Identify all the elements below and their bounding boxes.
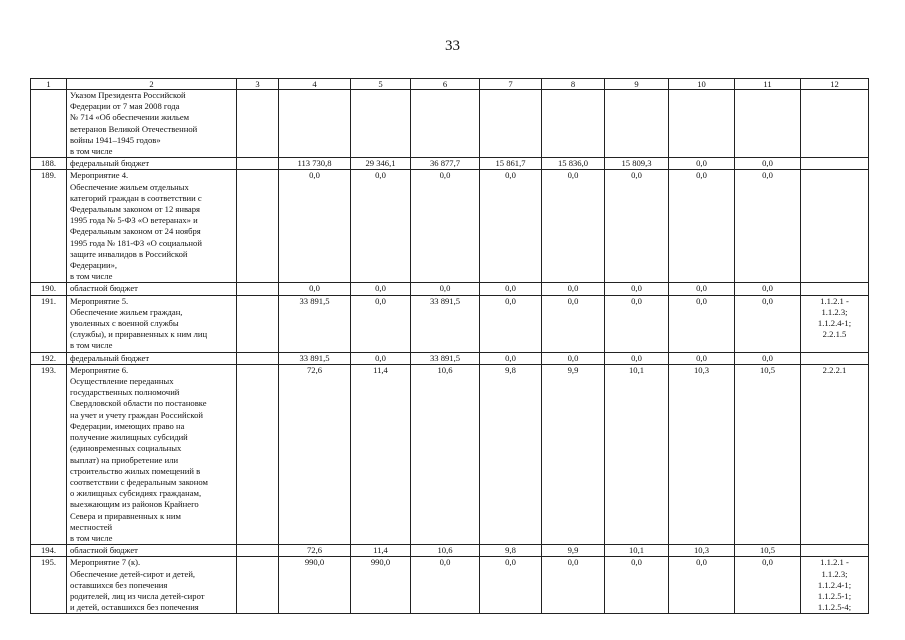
row-value-cell: 0,0 xyxy=(542,295,605,352)
row-description: Мероприятие 7 (к). Обеспечение детей-сирот и детей, оставшихся без попечения родителей, лиц из числа детей-сирот и детей, оставшихся без попечения xyxy=(67,557,237,614)
row-target-indicators xyxy=(801,545,869,557)
row-number: 194. xyxy=(31,545,67,557)
row-target-indicators: 2.2.2.1 xyxy=(801,364,869,544)
column-header: 9 xyxy=(605,79,669,90)
row-value-cell: 0,0 xyxy=(411,283,480,295)
row-value-cell: 10,5 xyxy=(735,545,801,557)
row-value-cell xyxy=(605,90,669,158)
row-value-cell: 10,1 xyxy=(605,364,669,544)
row-value-cell: 10,5 xyxy=(735,364,801,544)
table-row xyxy=(31,283,869,295)
row-value-cell: 0,0 xyxy=(735,158,801,170)
column-header: 7 xyxy=(480,79,542,90)
row-value-cell: 0,0 xyxy=(735,295,801,352)
row-value-cell: 0,0 xyxy=(480,557,542,614)
row-number: 191. xyxy=(31,295,67,352)
row-value-cell: 15 836,0 xyxy=(542,158,605,170)
table-row xyxy=(31,557,869,614)
row-value-cell: 0,0 xyxy=(480,295,542,352)
table-row xyxy=(31,158,869,170)
row-value-cell: 33 891,5 xyxy=(279,352,351,364)
row-value-cell: 29 346,1 xyxy=(351,158,411,170)
row-value-cell: 33 891,5 xyxy=(411,352,480,364)
column-header: 4 xyxy=(279,79,351,90)
table-row xyxy=(31,545,869,557)
row-value-cell: 0,0 xyxy=(605,557,669,614)
row-column-3 xyxy=(237,158,279,170)
row-column-3 xyxy=(237,283,279,295)
row-number xyxy=(31,90,67,158)
row-target-indicators xyxy=(801,158,869,170)
row-value-cell xyxy=(669,90,735,158)
row-value-cell: 10,3 xyxy=(669,545,735,557)
program-table xyxy=(30,78,869,614)
row-value-cell: 0,0 xyxy=(542,557,605,614)
row-value-cell: 11,4 xyxy=(351,545,411,557)
row-column-3 xyxy=(237,352,279,364)
row-value-cell: 0,0 xyxy=(542,170,605,283)
row-value-cell: 10,6 xyxy=(411,545,480,557)
row-number: 190. xyxy=(31,283,67,295)
row-value-cell: 0,0 xyxy=(351,295,411,352)
row-description: Мероприятие 5. Обеспечение жильем граждан, уволенных с военной службы (службы), и приравненных к ним лиц в том числе xyxy=(67,295,237,352)
row-number: 188. xyxy=(31,158,67,170)
column-header: 2 xyxy=(67,79,237,90)
row-value-cell: 9,9 xyxy=(542,364,605,544)
row-value-cell: 9,8 xyxy=(480,545,542,557)
row-column-3 xyxy=(237,364,279,544)
row-target-indicators xyxy=(801,283,869,295)
row-target-indicators xyxy=(801,352,869,364)
row-number: 195. xyxy=(31,557,67,614)
table-row xyxy=(31,352,869,364)
row-column-3 xyxy=(237,90,279,158)
row-value-cell: 11,4 xyxy=(351,364,411,544)
row-value-cell: 0,0 xyxy=(669,283,735,295)
row-target-indicators: 1.1.2.1 - 1.1.2.3; 1.1.2.4-1; 1.1.2.5-1; 1.1.2.5-4; xyxy=(801,557,869,614)
row-value-cell xyxy=(351,90,411,158)
row-description: Мероприятие 6. Осуществление переданных государственных полномочий Свердловской области по постановке на учет и учету граждан Российской Федерации, имеющих право на получение жилищных субсидий (единовременных социальных выплат) на приобретение или строительство жилых помещений в соответствии с федеральным законом о жилищных субсидиях гражданам, выезжающим из районов Крайнего Севера и приравненных к ним местностей в том числе xyxy=(67,364,237,544)
row-value-cell: 0,0 xyxy=(669,295,735,352)
row-value-cell: 15 861,7 xyxy=(480,158,542,170)
row-target-indicators: 1.1.2.1 - 1.1.2.3; 1.1.2.4-1; 2.2.1.5 xyxy=(801,295,869,352)
row-value-cell xyxy=(735,90,801,158)
row-description: федеральный бюджет xyxy=(67,158,237,170)
row-value-cell: 0,0 xyxy=(735,352,801,364)
row-value-cell xyxy=(411,90,480,158)
column-header: 3 xyxy=(237,79,279,90)
table-header-row xyxy=(31,79,869,90)
row-value-cell: 33 891,5 xyxy=(279,295,351,352)
page-number: 33 xyxy=(445,38,460,54)
row-value-cell: 0,0 xyxy=(351,170,411,283)
row-value-cell: 0,0 xyxy=(669,352,735,364)
row-value-cell: 0,0 xyxy=(669,557,735,614)
row-value-cell: 0,0 xyxy=(669,158,735,170)
row-value-cell: 0,0 xyxy=(605,352,669,364)
row-value-cell: 0,0 xyxy=(480,283,542,295)
row-value-cell: 15 809,3 xyxy=(605,158,669,170)
row-value-cell xyxy=(279,90,351,158)
table-row xyxy=(31,295,869,352)
row-value-cell: 9,8 xyxy=(480,364,542,544)
row-value-cell: 0,0 xyxy=(542,352,605,364)
row-value-cell: 0,0 xyxy=(735,557,801,614)
row-value-cell: 0,0 xyxy=(279,283,351,295)
row-value-cell xyxy=(542,90,605,158)
row-value-cell: 0,0 xyxy=(480,352,542,364)
row-value-cell: 0,0 xyxy=(735,283,801,295)
row-value-cell: 0,0 xyxy=(542,283,605,295)
row-value-cell: 990,0 xyxy=(279,557,351,614)
row-value-cell: 0,0 xyxy=(411,557,480,614)
table-row xyxy=(31,90,869,158)
row-value-cell: 10,1 xyxy=(605,545,669,557)
row-value-cell: 0,0 xyxy=(279,170,351,283)
column-header: 10 xyxy=(669,79,735,90)
row-number: 189. xyxy=(31,170,67,283)
column-header: 1 xyxy=(31,79,67,90)
row-value-cell: 72,6 xyxy=(279,364,351,544)
row-value-cell: 0,0 xyxy=(605,170,669,283)
row-target-indicators xyxy=(801,170,869,283)
row-value-cell: 0,0 xyxy=(605,283,669,295)
row-description: федеральный бюджет xyxy=(67,352,237,364)
row-value-cell: 0,0 xyxy=(480,170,542,283)
row-number: 193. xyxy=(31,364,67,544)
column-header: 11 xyxy=(735,79,801,90)
row-value-cell: 0,0 xyxy=(351,283,411,295)
row-number: 192. xyxy=(31,352,67,364)
row-column-3 xyxy=(237,545,279,557)
row-value-cell: 10,6 xyxy=(411,364,480,544)
row-description: Мероприятие 4. Обеспечение жильем отдельных категорий граждан в соответствии с Федеральным законом от 12 января 1995 года № 5-ФЗ «О ветеранах» и Федеральным законом от 24 ноября 1995 года № 181-ФЗ «О социальной защите инвалидов в Российской Федерации», в том числе xyxy=(67,170,237,283)
row-value-cell: 0,0 xyxy=(351,352,411,364)
column-header: 5 xyxy=(351,79,411,90)
row-value-cell: 0,0 xyxy=(411,170,480,283)
row-value-cell: 36 877,7 xyxy=(411,158,480,170)
row-description: областной бюджет xyxy=(67,545,237,557)
row-description: областной бюджет xyxy=(67,283,237,295)
row-target-indicators xyxy=(801,90,869,158)
row-value-cell: 9,9 xyxy=(542,545,605,557)
row-value-cell: 10,3 xyxy=(669,364,735,544)
row-value-cell: 72,6 xyxy=(279,545,351,557)
column-header: 6 xyxy=(411,79,480,90)
row-column-3 xyxy=(237,557,279,614)
table-row xyxy=(31,364,869,544)
column-header: 12 xyxy=(801,79,869,90)
row-value-cell: 0,0 xyxy=(735,170,801,283)
row-column-3 xyxy=(237,295,279,352)
row-value-cell xyxy=(480,90,542,158)
row-value-cell: 990,0 xyxy=(351,557,411,614)
column-header: 8 xyxy=(542,79,605,90)
row-value-cell: 0,0 xyxy=(669,170,735,283)
row-value-cell: 33 891,5 xyxy=(411,295,480,352)
row-value-cell: 113 730,8 xyxy=(279,158,351,170)
row-description: Указом Президента Российской Федерации от 7 мая 2008 года № 714 «Об обеспечении жильем ветеранов Великой Отечественной войны 1941–1945 годов» в том числе xyxy=(67,90,237,158)
row-value-cell: 0,0 xyxy=(605,295,669,352)
row-column-3 xyxy=(237,170,279,283)
table-row xyxy=(31,170,869,283)
